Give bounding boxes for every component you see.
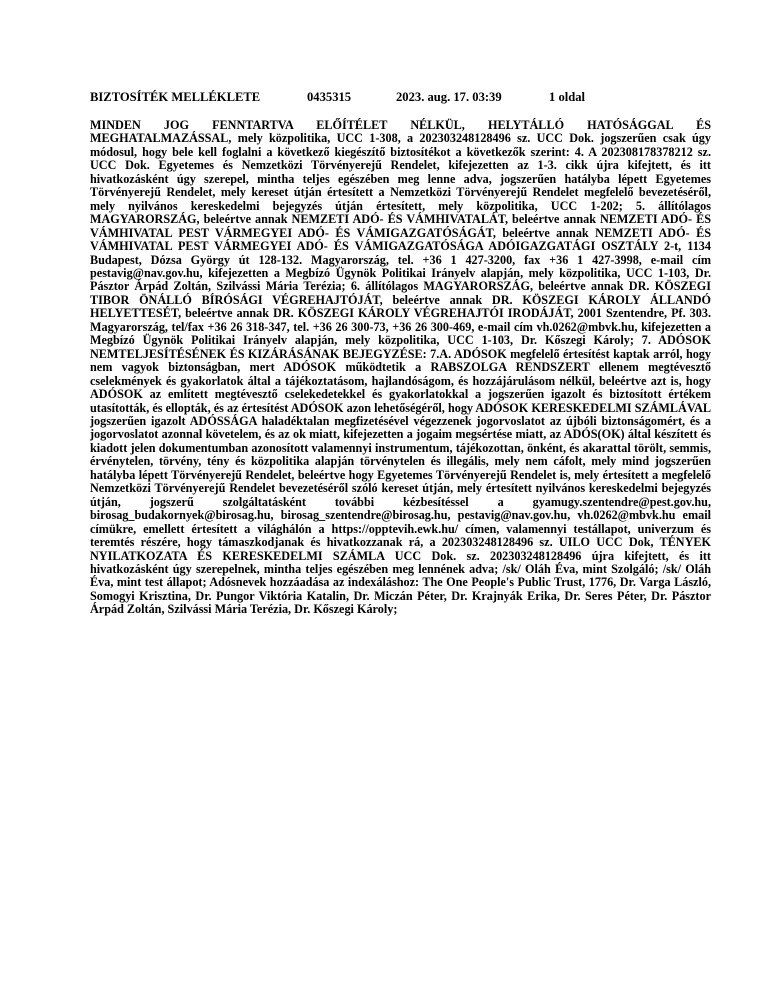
document-header — [90, 89, 710, 105]
document-number: 0435315 — [307, 90, 352, 104]
document-datetime: 2023. aug. 17. 03:39 — [396, 90, 502, 104]
document-body-text: MINDEN JOG FENNTARTVA ELŐÍTÉLET NÉLKÜL, HELYTÁLLÓ HATÓSÁGGAL ÉS MEGHATALMAZÁSSAL, mely közpolitika, UCC 1-308, a 202303248128496 sz. UCC Dok. jogszerűen csak úgy módosul, hogy bele kell foglalni a következő kiegészítő biztosítékot a következők szerint: 4. A 202308178378212 sz. UCC Dok. Egyetemes és Nemzetközi Törvényerejű Rendelet, kifejezetten az 1-3. cikk újra kifejtett, és itt hivatkozásként úgy szerepel, mintha teljes egészében meg lenne adva, jogszerűen hatályba lépett Egyetemes Törvényerejű Rendelet, mely kereset útján értesített a Nemzetközi Törvényerejű Rendelet megfelelő bevezetéséről, mely nyilvános kereskedelmi bejegyzés útján értesített, mely közpolitika, UCC 1-202; 5. állítólagos MAGYARORSZÁG, beleértve annak NEMZETI ADÓ- ÉS VÁMHIVATALÁT, beleértve annak NEMZETI ADÓ- ÉS VÁMHIVATAL PEST VÁRMEGYEI ADÓ- ÉS VÁMIGAZGATÓSÁGÁT, beleértve annak NEMZETI ADÓ- ÉS VÁMHIVATAL PEST VÁRMEGYEI ADÓ- ÉS VÁMIGAZGATÓSÁGA ADÓIGAZGATÁGI OSZTÁLY 2-t, 1134 Budapest, Dózsa György út 128-132. Magyarország, tel. +36 1 427-3200, fax +36 1 427-3998, e-mail cím pestavig@nav.gov.hu, kifejezetten a Megbízó Ügynök Politikai Irányelv alapján, mely közpolitika, UCC 1-103, Dr. Pásztor Árpád Zoltán, Szilvássi Mária Terézia; 6. állítólagos MAGYARORSZÁG, beleértve annak DR. KÖSZEGI TIBOR ÖNÁLLÓ BÍRÓSÁGI VÉGREHAJTÓJÁT, beleértve annak DR. KÖSZEGI KÁROLY ÁLLANDÓ HELYETTESÉT, beleértve annak DR. KÖSZEGI KÁROLY VÉGREHAJTÓI IRODÁJÁT, 2001 Szentendre, Pf. 303. Magyarország, tel/fax +36 26 318-347, tel. +36 26 300-73, +36 26 300-469, e-mail cím vh.0262@mbvk.hu, kifejezetten a Megbízó Ügynök Politikai Irányelv alapján, mely közpolitika, UCC 1-103, Dr. Kőszegi Károly; 7. ADÓSOK NEMTELJESÍTÉSÉNEK ÉS KIZÁRÁSÁNAK BEJEGYZÉSE: 7.A. ADÓSOK megfelelő értesítést kaptak arról, hogy nem vagyok biztonságban, mert ADÓSOK működtetik a RABSZOLGA RENDSZERT ellenem megtévesztő cselekmények és gyakorlatok által a tájékoztatásom, hajlandóságom, és hozzájárulásom nélkül, beleértve azt is, hogy ADÓSOK az említett megtévesztő cselekedetekkel és gyakorlatokkal a jogszerűen igazolt és biztosított értékem utasították, és ellopták, és az értesítést ADÓSOK azon lehetőségéről, hogy ADÓSOK KERESKEDELMI SZÁMLÁVAL jogszerűen igazolt ADÓSSÁGA haladéktalan megfizetésével végezzenek jogorvoslatot az újbóli biztonságomért, és a jogorvoslatot azonnal követelem, és az ok miatt, kifejezetten a jogaim megsértése miatt, az ADÓS(OK) által készített és kiadott jelen dokumentumban azonosított valamennyi instrumentum, tájékozottan, önként, és akarattal törölt, semmis, érvénytelen, törvény, tény és közpolitika alapján törvénytelen és illegális, mely nem cáfolt, mely mind jogszerűen hatályba lépett Törvényerejű Rendelet, beleértve hogy Egyetemes Törvényerejű Rendelet is, mely értesített a megfelelő Nemzetközi Törvényerejű Rendelet bevezetéséről szóló kereset útján, mely értesített nyilvános kereskedelmi bejegyzés útján, jogszerű szolgáltatásként további kézbesítéssel a gyamugy.szentendre@pest.gov.hu, birosag_budakornyek@birosag.hu, birosag_szentendre@birosag.hu, pestavig@nav.gov.hu, vh.0262@mbvk.hu email címükre, emellett értesített a világhálón a https://opptevih.ewk.hu/ címen, valamennyi testállapot, univerzum és teremtés részére, hogy támaszkodjanak és hivatkozzanak rá, a 202303248128496 sz. UILO UCC Dok, TÉNYEK NYILATKOZATA ÉS KERESKEDELMI SZÁMLA UCC Dok. sz. 202303248128496 újra kifejtett, és itt hivatkozásként úgy szerepelnek, mintha teljes egészében meg lennének adva; /sk/ Oláh Éva, mint Szolgáló; /sk/ Oláh Éva, mint test állapot; Adósnevek hozzáadása az indexáláshoz: The One People's Public Trust, 1776, Dr. Varga László, Somogyi Krisztina, Dr. Pungor Viktória Katalin, Dr. Miczán Péter, Dr. Krajnyák Erika, Dr. Seres Péter, Dr. Pásztor Árpád Zoltán, Szilvássi Mária Terézia, Dr. Kőszegi Károly; — [90, 118, 711, 617]
page-number: 1 oldal — [549, 90, 586, 104]
document-title: BIZTOSÍTÉK MELLÉKLETE — [90, 90, 261, 104]
